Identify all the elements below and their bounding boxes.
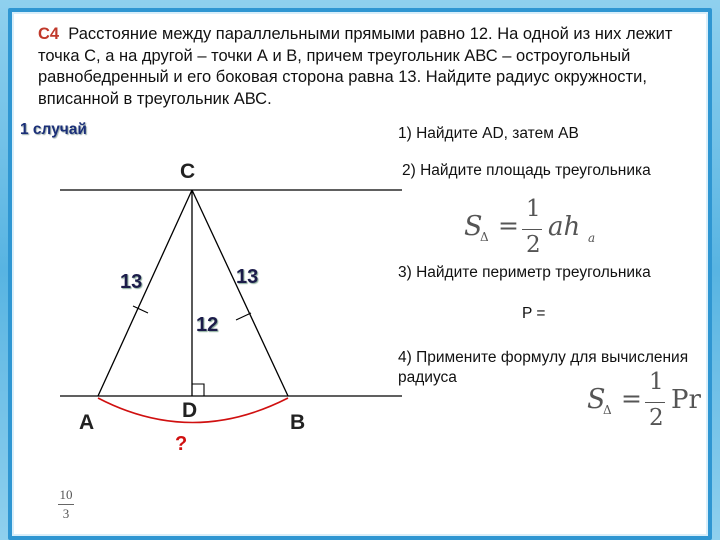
height-length: 12 bbox=[196, 314, 219, 336]
page-number-bar bbox=[58, 504, 74, 505]
step-1: 1) Найдите AD, затем АВ bbox=[398, 125, 579, 142]
problem-tag: C4 bbox=[38, 25, 60, 43]
area-formula-ah-subscript: a bbox=[588, 231, 596, 245]
page-number bbox=[56, 487, 76, 522]
side-cb bbox=[192, 190, 288, 396]
right-angle-mark bbox=[192, 384, 204, 396]
radius-formula bbox=[587, 371, 707, 435]
area-formula-equals: = bbox=[498, 211, 519, 240]
problem-statement bbox=[38, 24, 708, 110]
point-c-label: C bbox=[180, 160, 196, 183]
step-4: 4) Примените формулу для вычисления радиуса bbox=[398, 349, 689, 386]
radius-fraction-bar bbox=[645, 402, 665, 403]
radius-formula-denominator: 2 bbox=[649, 405, 664, 431]
side-cb-length: 13 bbox=[236, 266, 259, 288]
radius-formula-numerator: 1 bbox=[649, 369, 664, 395]
area-formula-subscript: Δ bbox=[480, 230, 489, 244]
radius-formula-equals: = bbox=[621, 384, 642, 413]
area-formula bbox=[464, 196, 614, 263]
area-fraction-bar bbox=[522, 229, 542, 230]
area-formula-denominator: 2 bbox=[526, 232, 541, 258]
case-label: 1 случай bbox=[20, 121, 87, 138]
radius-formula-s: S bbox=[587, 384, 606, 415]
point-d-label: D bbox=[182, 399, 198, 422]
point-b-label: B bbox=[290, 411, 306, 434]
page-number-bottom: 3 bbox=[62, 506, 70, 521]
side-ca-length: 13 bbox=[120, 271, 143, 293]
unknown-ad-mark: ? bbox=[175, 433, 188, 455]
tick-mark-right bbox=[236, 313, 251, 320]
tick-mark-left bbox=[133, 306, 148, 313]
step-3: 3) Найдите периметр треугольника bbox=[398, 264, 651, 281]
page-number-top: 10 bbox=[59, 487, 73, 502]
side-ca bbox=[98, 190, 192, 396]
area-formula-ah: ah bbox=[548, 212, 581, 242]
area-formula-s: S bbox=[464, 211, 483, 242]
step-2: 2) Найдите площадь треугольника bbox=[402, 162, 651, 179]
radius-formula-pr: Pr bbox=[671, 385, 701, 415]
area-formula-numerator: 1 bbox=[526, 196, 541, 222]
problem-text: Расстояние между параллельными прямыми равно 12. На одной из них лежит точка С, а на другой – точки А и В, причем треугольник АВС – остроугольный равнобедренный и его боковая сторона равна 13. Найдите радиус окружности, вписанной в треугольник АВС. bbox=[38, 25, 673, 108]
point-a-label: A bbox=[79, 411, 95, 434]
perimeter-placeholder: P = bbox=[522, 305, 546, 322]
radius-formula-subscript: Δ bbox=[603, 403, 612, 417]
